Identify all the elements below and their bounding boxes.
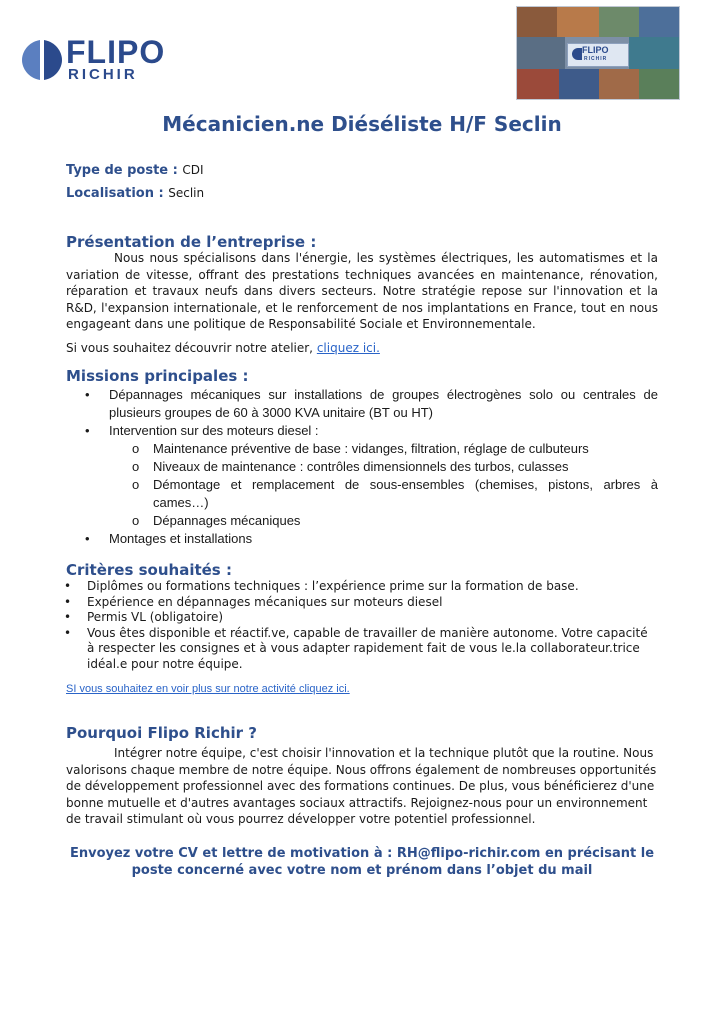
list-item: • Diplômes ou formations techniques : l’expérience prime sur la formation de base.	[64, 579, 579, 593]
presentation-text: Nous nous spécialisons dans l'énergie, les systèmes électriques, les automatismes et la variation de vitesse, offrant des prestations techniques avancées en maintenance, rénovation, réparation et travaux neufs dans divers secteurs. Notre stratégie repose sur l'innovation et la R&D, l'expansion internationale, et le renforcement de nos implantations en France, tout en nous engageant dans une politique de Responsabilité Sociale et Environnementale.	[66, 251, 658, 331]
location-value: Seclin	[168, 186, 205, 200]
sub-list-item: o Maintenance préventive de base : vidanges, filtration, réglage de culbuteurs	[132, 441, 589, 456]
list-item: • Vous êtes disponible et réactif.ve, capable de travailler de manière autonome. Votre capacité à respecter les consignes et à vous adapter rapidement fait de vous le.la collaborateur.trice idéal.e pour notre équipe.	[64, 625, 648, 671]
pourquoi-text: Intégrer notre équipe, c'est choisir l'innovation et la technique plutôt que la routine. Nous valorisons chaque membre de notre équipe. Nous offrons également de nombreuses opportunités de développement professionnel avec des formations continues. De plus, vous bénéficierez d'une bonne mutuelle et d'autres avantages sociaux attractifs. Rejoignez-nous pour un environnement de travail stimulant où vous pourrez développer votre potentiel professionnel.	[66, 746, 657, 826]
pourquoi-heading: Pourquoi Flipo Richir ?	[66, 724, 257, 742]
location-row	[66, 186, 204, 201]
job-type-row	[66, 163, 204, 178]
list-item: • Expérience en dépannages mécaniques sur moteurs diesel	[64, 594, 443, 609]
list-item: • Permis VL (obligatoire)	[64, 610, 224, 624]
sub-list-item: o Dépannages mécaniques	[132, 513, 301, 528]
atelier-link[interactable]: cliquez ici.	[316, 341, 380, 355]
job-type-value: CDI	[182, 163, 204, 177]
criteres-heading: Critères souhaités :	[66, 561, 232, 579]
sub-list-item: o Démontage et remplacement de sous-ensembles (chemises, pistons, arbres à cames…)	[132, 477, 658, 510]
activity-link[interactable]: SI vous souhaitez en voir plus sur notre activité cliquez ici.	[66, 683, 350, 695]
logo-text-richir: RICHIR	[68, 66, 138, 83]
company-logo	[22, 36, 192, 86]
job-type-label: Type de poste :	[66, 163, 178, 178]
logo-text-flipo: FLIPO	[66, 34, 166, 70]
presentation-heading: Présentation de l’entreprise :	[66, 233, 317, 251]
list-item: • Dépannages mécaniques sur installations de groupes électrogènes solo ou centrales de plusieurs groupes de 60 à 3000 KVA unitaire (BT ou HT)	[85, 387, 658, 420]
missions-list	[66, 386, 658, 548]
location-label: Localisation :	[66, 186, 164, 201]
collage-logo-badge: FLIPO RICHIR	[567, 43, 629, 67]
list-item: • Montages et installations	[85, 531, 253, 546]
atelier-line: Si vous souhaitez découvrir notre atelier, cliquez ici.	[66, 341, 380, 355]
logo-mark-icon	[22, 38, 62, 82]
sub-list-item: o Niveaux de maintenance : contrôles dimensionnels des turbos, culasses	[132, 459, 569, 474]
application-instructions: Envoyez votre CV et lettre de motivation à : RH@flipo-richir.com en précisant le poste concerné avec votre nom et prénom dans l’objet du mail	[69, 846, 655, 878]
criteres-list	[66, 579, 658, 672]
list-item: • Intervention sur des moteurs diesel :	[85, 423, 319, 438]
job-title: Mécanicien.ne Diéséliste H/F Seclin	[162, 112, 562, 136]
missions-heading: Missions principales :	[66, 367, 249, 385]
header-photo-collage	[516, 6, 680, 100]
